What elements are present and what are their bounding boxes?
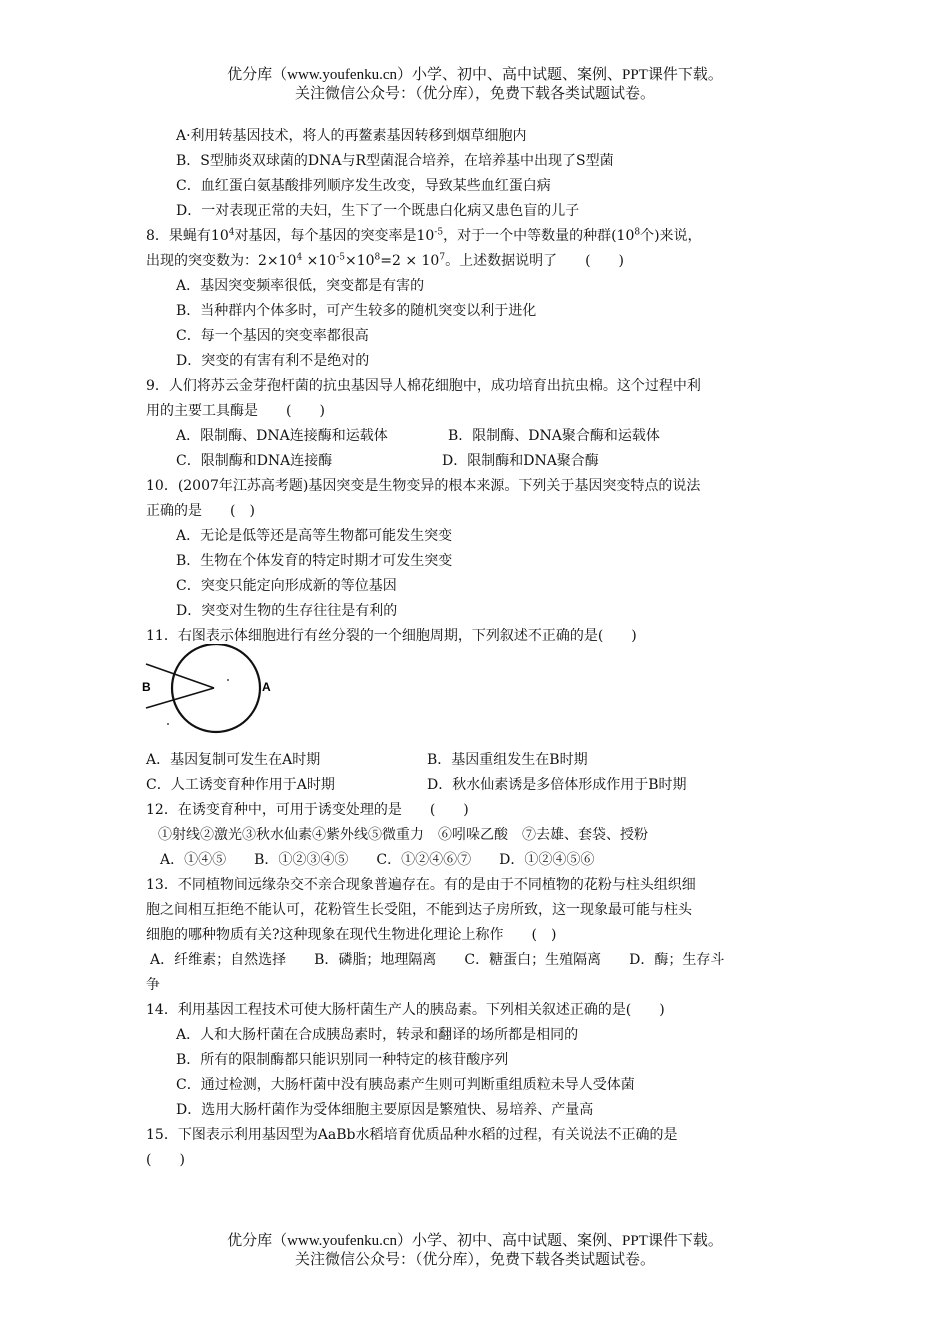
q11-option-c: C．人工诱变育种作用于A时期 <box>146 777 335 793</box>
q11-option-a: A．基因复制可发生在A时期 <box>146 752 321 768</box>
q10-option-d: D．突变对生物的生存往往是有利的 <box>176 603 398 619</box>
q8-stem-line-1: 8．果蝇有$10^4$对基因，每个基因的突变率是$10^{-5}$，对于一个中等数量的种群($10^8$个)来说， <box>146 227 702 244</box>
q9-stem-line-1: 9．人们将苏云金芽孢杆菌的抗虫基因导人棉花细胞中，成功培育出抗虫棉。这个过程中利 <box>146 378 701 394</box>
footer-line-1: 优分库（www.youfenku.cn）小学、初中、高中试题、案例、PPT课件下载。 <box>227 1233 723 1249</box>
q10-option-c: C．突变只能定向形成新的等位基因 <box>176 578 397 594</box>
q7-option-d: D．一对表现正常的夫妇，生下了一个既患白化病又患色盲的儿子 <box>176 203 580 219</box>
q11-option-d: D．秋水仙素诱是多倍体形成作用于B时期 <box>427 777 687 793</box>
q12-options: A．①④⑤ B．①②③④⑤ C．①②④⑥⑦ D．①②④⑤⑥ <box>160 852 595 868</box>
cycle-boundary-line-upper <box>146 664 214 688</box>
q7-option-c: C．血红蛋白氨基酸排列顺序发生改变，导致某些血红蛋白病 <box>176 178 551 194</box>
q9-option-a: A．限制酶、DNA连接酶和运载体 <box>176 428 388 444</box>
page-header <box>0 66 950 104</box>
q10-stem-line-1: 10．(2007年江苏高考题)基因突变是生物变异的根本来源。下列关于基因突变特点的说法 <box>146 478 701 494</box>
q7-option-a: A·利用转基因技术，将人的再鳌素基因转移到烟草细胞内 <box>176 128 527 144</box>
q10-stem-line-2: 正确的是 ( ) <box>146 503 255 519</box>
q14-stem: 14．利用基因工程技术可使大肠杆菌生产人的胰岛素。下列相关叙述正确的是( ) <box>146 1002 665 1018</box>
q10-option-a: A．无论是低等还是高等生物都可能发生突变 <box>176 528 453 544</box>
q8-option-c: C．每一个基因的突变率都很高 <box>176 328 369 344</box>
q14-option-d: D．选用大肠杆菌作为受体细胞主要原因是繁殖快、易培养、产量高 <box>176 1102 594 1118</box>
q9-stem-line-2: 用的主要工具酶是 ( ) <box>146 403 325 419</box>
q8-stem-line-2: 出现的突变数为：$2\times 10^4 \times 10^{-5}\times 10^8=2 \times 10^7$。上述数据说明了 ( ) <box>146 252 625 269</box>
q8-option-d: D．突变的有害有利不是绝对的 <box>176 353 370 369</box>
q8-option-b: B．当种群内个体多时，可产生较多的随机突变以利于进化 <box>176 303 537 319</box>
q14-option-c: C．通过检测，大肠杆菌中没有胰岛素产生则可判断重组质粒未导人受体菌 <box>176 1077 635 1093</box>
q15-stem-line-1: 15．下图表示利用基因型为AaBb水稻培育优质品种水稻的过程，有关说法不正确的是 <box>146 1127 678 1143</box>
q14-option-a: A．人和大肠杆菌在合成胰岛素时，转录和翻译的场所都是相同的 <box>176 1027 579 1043</box>
q15-stem-line-2: ( ) <box>146 1152 185 1168</box>
q13-stem-line-3: 细胞的哪种物质有关?这种现象在现代生物进化理论上称作 ( ) <box>146 927 557 943</box>
diagram-dot <box>227 679 229 681</box>
label-b: B <box>142 680 151 694</box>
q12-items: ①射线②激光③秋水仙素④紫外线⑤微重力 ⑥吲哚乙酸 ⑦去雄、套袋、授粉 <box>158 827 648 843</box>
q13-stem-line-1: 13．不同植物间远缘杂交不亲合现象普遍存在。有的是由于不同植物的花粉与柱头组织细 <box>146 877 696 893</box>
header-line-1: 优分库（www.youfenku.cn）小学、初中、高中试题、案例、PPT课件下载。 <box>227 67 723 83</box>
q8-option-a: A．基因突变频率很低，突变都是有害的 <box>176 278 425 294</box>
q7-option-b: B．S型肺炎双球菌的DNA与R型菌混合培养，在培养基中出现了S型菌 <box>176 153 614 169</box>
q12-stem: 12．在诱变育种中，可用于诱变处理的是 ( ) <box>146 802 469 818</box>
q13-options: A．纤维素；自然选择 B．磷脂；地理隔离 C．糖蛋白；生殖隔离 D．酶；生存斗 <box>150 952 725 968</box>
q9-option-d: D．限制酶和DNA聚合酶 <box>442 453 599 469</box>
q14-option-b: B．所有的限制酶都只能识别同一种特定的核苷酸序列 <box>176 1052 509 1068</box>
cell-cycle-circle <box>172 644 260 732</box>
q11-stem: 11．右图表示体细胞进行有丝分裂的一个细胞周期，下列叙述不正确的是( ) <box>146 628 637 644</box>
label-a: A <box>262 680 271 694</box>
q10-option-b: B．生物在个体发育的特定时期才可发生突变 <box>176 553 453 569</box>
footer-line-2: 关注微信公众号：（优分库），免费下载各类试题试卷。 <box>294 1252 655 1268</box>
cell-cycle-diagram <box>138 644 278 736</box>
cycle-boundary-line-lower <box>146 688 214 708</box>
page-footer <box>0 1232 950 1270</box>
q13-stem-line-2: 胞之间相互拒绝不能认可，花粉管生长受阻，不能到达子房所致，这一现象最可能与柱头 <box>146 902 692 918</box>
q9-option-c: C．限制酶和DNA连接酶 <box>176 453 333 469</box>
q9-option-b: B．限制酶、DNA聚合酶和运载体 <box>448 428 660 444</box>
q11-option-b: B．基因重组发生在B时期 <box>427 752 588 768</box>
q13-options-wrap: 争 <box>146 977 160 993</box>
header-line-2: 关注微信公众号：（优分库），免费下载各类试题试卷。 <box>294 86 655 102</box>
diagram-dot <box>167 723 169 725</box>
